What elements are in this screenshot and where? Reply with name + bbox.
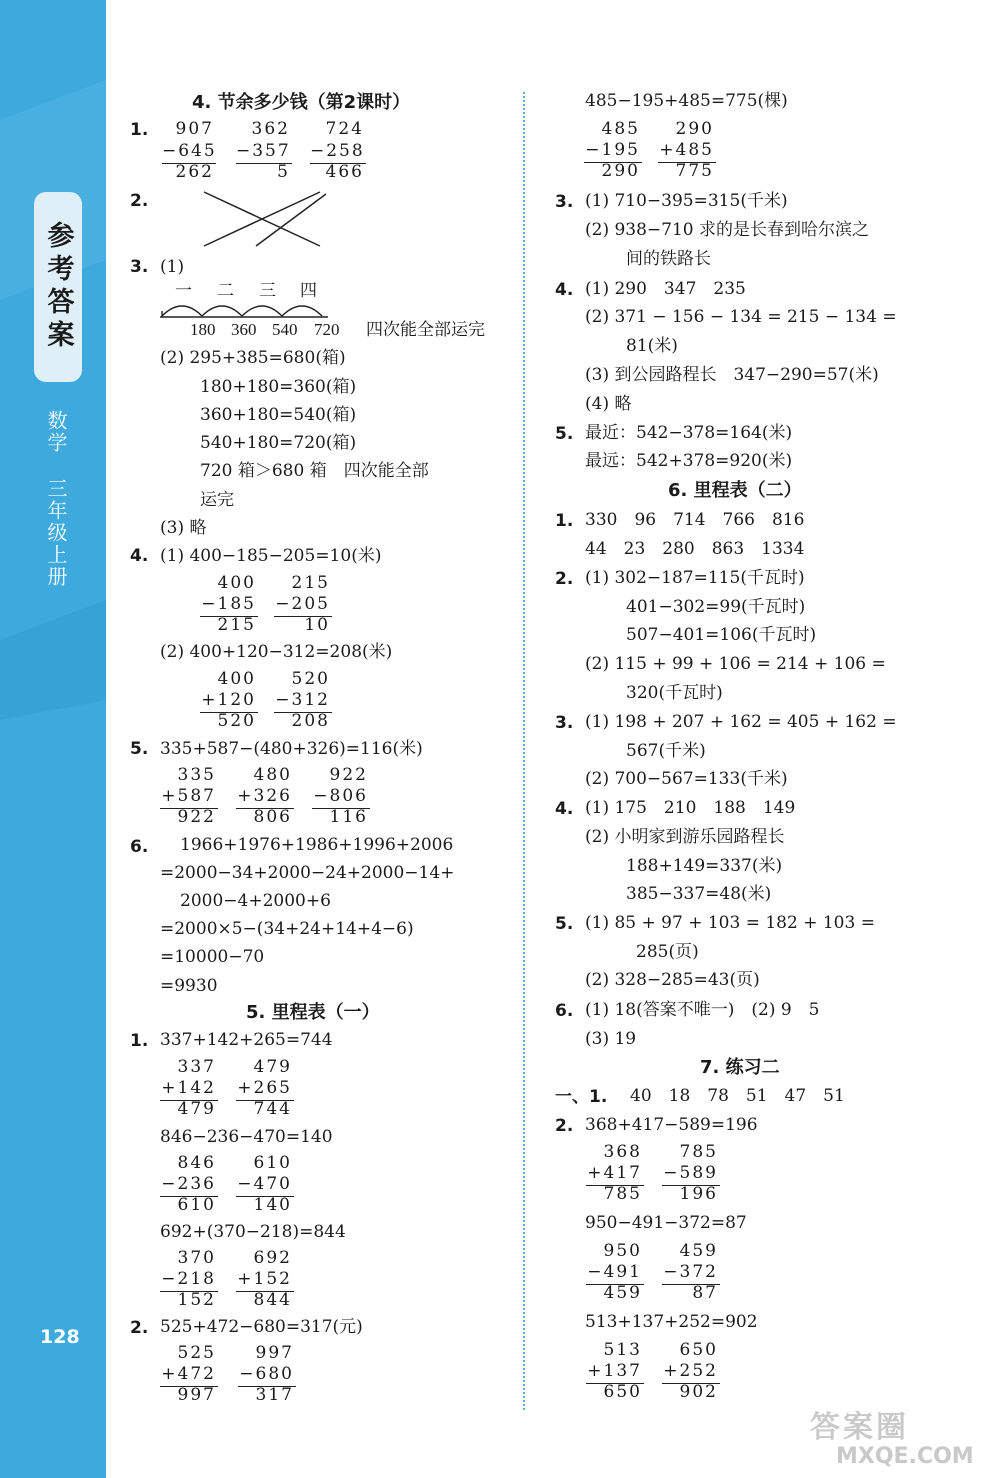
calc-top: 215 — [291, 573, 330, 593]
diagram-note: 四次能全部运完 — [366, 320, 485, 340]
answer-line: (2) 700−567=133(千米) — [585, 769, 788, 789]
calc-top: 479 — [253, 1057, 292, 1077]
q-number: 4. — [130, 546, 149, 566]
answer-line: 81(米) — [626, 336, 678, 356]
calc-result: 10 — [304, 615, 330, 635]
calc-result: 116 — [329, 807, 368, 827]
q-number: 5. — [130, 739, 149, 759]
calc-top: 485 — [601, 119, 640, 139]
calc-result: 785 — [603, 1184, 642, 1204]
calc-top: 335 — [177, 765, 216, 785]
calc-result: 208 — [291, 711, 330, 731]
answer-line: (1) 302−187=115(千瓦时) — [585, 568, 805, 588]
calc-result: 215 — [217, 615, 256, 635]
calc-operand: −357 — [236, 141, 291, 161]
answer-line: (2) 115 + 99 + 106 = 214 + 106 = — [585, 654, 886, 674]
calc-top: 785 — [679, 1142, 718, 1162]
q-number: 6. — [555, 1001, 574, 1021]
answer-line: (1) 198 + 207 + 162 = 405 + 162 = — [585, 712, 897, 732]
calc-top: 525 — [177, 1343, 216, 1363]
answer-line: 360+180=540(箱) — [200, 405, 357, 425]
calc-top: 362 — [251, 119, 290, 139]
answer-line: 间的铁路长 — [626, 249, 711, 269]
answer-line: (1) 175 210 188 149 — [585, 798, 796, 818]
calc-result: 87 — [692, 1283, 718, 1303]
calc-top: 400 — [217, 573, 256, 593]
calc-operand: +137 — [587, 1361, 642, 1381]
trip-label: 一 — [175, 281, 192, 301]
answer-line: (2) 371 − 156 − 134 = 215 − 134 = — [585, 307, 897, 327]
answer-line: (4) 略 — [585, 394, 632, 414]
calc-result: 650 — [603, 1382, 642, 1402]
q-number: 2. — [555, 569, 574, 589]
answer-line: 485−195+485=775(棵) — [585, 91, 788, 111]
q-number: 3. — [555, 192, 574, 212]
calc-result: 459 — [603, 1283, 642, 1303]
sidebar — [0, 0, 106, 1478]
answer-key-tab — [34, 192, 82, 382]
answer-line: 最远：542+378=920(米) — [585, 451, 793, 471]
answer-line: 368+417−589=196 — [585, 1115, 758, 1135]
answer-line: 846−236−470=140 — [160, 1127, 333, 1147]
calc-operand: +485 — [659, 140, 714, 160]
calc-operand: −806 — [313, 786, 368, 806]
calc-result: 744 — [253, 1099, 292, 1119]
answer-line: (1) 400−185−205=10(米) — [160, 546, 382, 566]
calc-top: 907 — [175, 119, 214, 139]
calc-top: 724 — [325, 119, 364, 139]
answer-line: 1966+1976+1986+1996+2006 — [180, 835, 454, 855]
answer-line: 507−401=106(千瓦时) — [626, 625, 817, 645]
calc-operand: −491 — [587, 1262, 642, 1282]
answer-line: (1) 290 347 235 — [585, 279, 746, 299]
answer-line: =2000−34+2000−24+2000−14+ — [160, 863, 455, 883]
watermark-logo: 答案圈 — [810, 1410, 909, 1445]
number-line-diagram — [160, 292, 330, 320]
calc-result: 610 — [177, 1195, 216, 1215]
section-title-7: 7. 练习二 — [700, 1057, 780, 1078]
calc-result: 479 — [177, 1099, 216, 1119]
answer-line: 567(千米) — [626, 741, 706, 761]
answer-line: (2) 328−285=43(页) — [585, 970, 760, 990]
axis-label: 360 — [231, 320, 257, 339]
calc-operand: +152 — [237, 1269, 292, 1289]
calc-top: 997 — [255, 1343, 294, 1363]
answer-line: 337+142+265=744 — [160, 1030, 333, 1050]
answer-line: 188+149=337(米) — [626, 856, 783, 876]
calc-top: 610 — [253, 1153, 292, 1173]
section-title-6: 6. 里程表（二） — [668, 480, 802, 501]
answer-line: (2) 295+385=680(箱) — [160, 348, 346, 368]
calc-operand: +417 — [587, 1163, 642, 1183]
calc-result: 997 — [177, 1385, 216, 1405]
q-number: 一、1. — [555, 1087, 608, 1107]
answer-line: 最近：542−378=164(米) — [585, 423, 793, 443]
subject-label: 数学 — [44, 410, 68, 454]
q-number: 1. — [130, 1031, 149, 1051]
grade-label: 三年级上册 — [44, 478, 68, 588]
calc-operand: −470 — [237, 1174, 292, 1194]
axis-label: 180 — [190, 320, 216, 339]
calc-result: 5 — [277, 162, 290, 182]
calc-top: 692 — [253, 1248, 292, 1268]
calc-top: 337 — [177, 1057, 216, 1077]
calc-operand: +265 — [237, 1078, 292, 1098]
answer-line: (1) 18(答案不唯一) (2) 9 5 — [585, 1000, 820, 1020]
calc-operand: −236 — [161, 1174, 216, 1194]
answer-line: (3) 19 — [585, 1029, 637, 1049]
calc-operand: +252 — [663, 1361, 718, 1381]
q-number: 3. — [130, 257, 149, 277]
calc-operand: −645 — [162, 141, 217, 161]
q-number: 3. — [555, 713, 574, 733]
q-number: 4. — [555, 280, 574, 300]
trip-label: 四 — [300, 281, 317, 301]
answer-line: 运完 — [200, 490, 234, 510]
q-number: 6. — [130, 837, 149, 857]
answer-line: 44 23 280 863 1334 — [585, 539, 805, 559]
calc-result: 317 — [255, 1385, 294, 1405]
calc-operand: −258 — [310, 141, 365, 161]
calc-operand: −218 — [161, 1269, 216, 1289]
watermark-url: MXQE.COM — [836, 1444, 974, 1469]
calc-operand: −589 — [663, 1163, 718, 1183]
answer-line: 385−337=48(米) — [626, 884, 772, 904]
answer-line: 525+472−680=317(元) — [160, 1317, 363, 1337]
calc-top: 459 — [679, 1241, 718, 1261]
answer-line: (1) 85 + 97 + 103 = 182 + 103 = — [585, 913, 875, 933]
section-title-5: 5. 里程表（一） — [246, 1002, 380, 1023]
calc-top: 650 — [679, 1340, 718, 1360]
q-number: 5. — [555, 424, 574, 444]
answer-line: (2) 400+120−312=208(米) — [160, 642, 393, 662]
calc-result: 520 — [217, 711, 256, 731]
q-number: 2. — [555, 1116, 574, 1136]
section-title-4: 4. 节余多少钱（第2课时） — [192, 92, 411, 113]
calc-top: 370 — [177, 1248, 216, 1268]
sub-label: (1) — [160, 257, 185, 277]
matching-lines — [200, 188, 330, 250]
page-number: 128 — [40, 1326, 80, 1348]
calc-top: 950 — [603, 1241, 642, 1261]
calc-operand: −205 — [275, 594, 330, 614]
trip-label: 二 — [217, 281, 234, 301]
answer-line: 180+180=360(箱) — [200, 377, 357, 397]
q-number: 5. — [555, 914, 574, 934]
q-number: 2. — [130, 1318, 149, 1338]
calc-operand: −312 — [275, 690, 330, 710]
calc-result: 775 — [675, 161, 714, 181]
calc-operand: −372 — [663, 1262, 718, 1282]
answer-line: (3) 到公园路程长 347−290=57(米) — [585, 365, 879, 385]
calc-top: 513 — [603, 1340, 642, 1360]
answer-line: 692+(370−218)=844 — [160, 1222, 346, 1242]
trip-label: 三 — [259, 281, 276, 301]
calc-top: 520 — [291, 669, 330, 689]
answer-line: 40 18 78 51 47 51 — [630, 1086, 845, 1106]
answer-line: 950−491−372=87 — [585, 1213, 747, 1233]
calc-result: 290 — [601, 161, 640, 181]
calc-operand: +142 — [161, 1078, 216, 1098]
answer-line: 513+137+252=902 — [585, 1312, 758, 1332]
calc-top: 400 — [217, 669, 256, 689]
answer-line: 285(页) — [636, 942, 699, 962]
calc-result: 140 — [253, 1195, 292, 1215]
calc-result: 902 — [679, 1382, 718, 1402]
calc-operand: +472 — [161, 1364, 216, 1384]
calc-result: 262 — [175, 162, 214, 182]
answer-line: 2000−4+2000+6 — [180, 891, 331, 911]
answer-line: (2) 小明家到游乐园路程长 — [585, 827, 785, 847]
calc-operand: +326 — [237, 786, 292, 806]
calc-top: 480 — [253, 765, 292, 785]
calc-result: 152 — [177, 1290, 216, 1310]
answer-line: =10000−70 — [160, 947, 265, 967]
tab-label: 参考答案 — [42, 221, 74, 353]
answer-line: (3) 略 — [160, 518, 207, 538]
calc-top: 368 — [603, 1142, 642, 1162]
answer-line: 401−302=99(千瓦时) — [626, 597, 806, 617]
answer-line: (1) 710−395=315(千米) — [585, 191, 788, 211]
column-divider — [523, 92, 525, 1410]
calc-operand: +587 — [161, 786, 216, 806]
q-number: 1. — [130, 120, 149, 140]
answer-line: 330 96 714 766 816 — [585, 510, 805, 530]
answer-line: 720 箱＞680 箱 四次能全部 — [200, 461, 429, 481]
q-number: 1. — [555, 511, 574, 531]
answer-line: (2) 938−710 求的是长春到哈尔滨之 — [585, 220, 870, 240]
calc-top: 846 — [177, 1153, 216, 1173]
calc-top: 290 — [675, 119, 714, 139]
calc-operand: −680 — [239, 1364, 294, 1384]
calc-result: 844 — [253, 1290, 292, 1310]
axis-label: 540 — [272, 320, 298, 339]
calc-top: 922 — [329, 765, 368, 785]
calc-result: 196 — [679, 1184, 718, 1204]
axis-label: 720 — [314, 320, 340, 339]
calc-operand: −195 — [585, 140, 640, 160]
calc-result: 466 — [325, 162, 364, 182]
answer-line: 320(千瓦时) — [626, 683, 723, 703]
q-number: 2. — [130, 191, 149, 211]
answer-line: 540+180=720(箱) — [200, 433, 357, 453]
answer-line: =9930 — [160, 976, 218, 996]
answer-line: =2000×5−(34+24+14+4−6) — [160, 919, 414, 939]
calc-operand: +120 — [201, 690, 256, 710]
calc-result: 806 — [253, 807, 292, 827]
calc-result: 922 — [177, 807, 216, 827]
q-number: 4. — [555, 799, 574, 819]
answer-line: 335+587−(480+326)=116(米) — [160, 739, 423, 759]
calc-operand: −185 — [201, 594, 256, 614]
